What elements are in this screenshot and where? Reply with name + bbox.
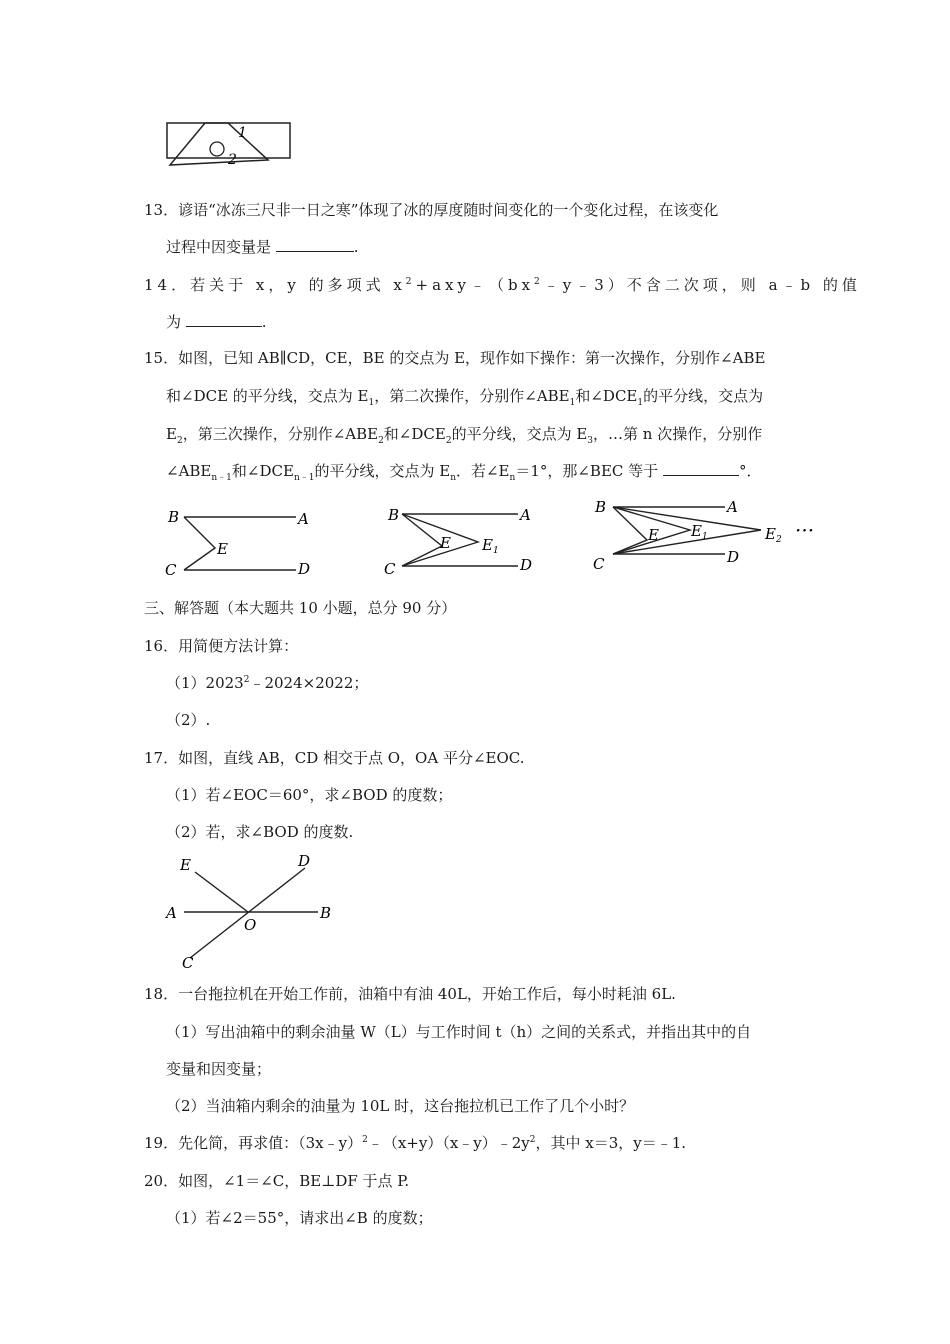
q13-number: 13． [144, 201, 179, 219]
q15-line2: 和∠DCE 的平分线，交点为 $E_1$，第二次操作，分别作$\angle ABE_1$和$\angle DCE_1$的平分线，交点为 [166, 387, 764, 408]
svg-text:C: C [384, 560, 396, 578]
q17-stem: 17．如图，直线 AB，CD 相交于点 O，OA 平分∠EOC. [144, 749, 525, 767]
q17-figure [160, 850, 350, 975]
svg-text:B: B [320, 904, 332, 922]
q17-number: 17． [144, 749, 179, 767]
q18-stem: 18．一台拖拉机在开始工作前，油箱中有油 40L，开始工作后，每小时耗油 6L. [144, 985, 676, 1003]
q19-number: 19． [144, 1134, 179, 1152]
q13-line1: 13．谚语“冰冻三尺非一日之寒”体现了冰的厚度随时间变化的一个变化过程，在该变化 [144, 201, 719, 219]
q18-number: 18． [144, 985, 179, 1003]
q15-answer-blank[interactable] [663, 461, 739, 476]
q16-part1: $(1)2023^2﹣2024\times 2022$； [166, 674, 369, 692]
q17-part1: （1）若∠EOC＝60°，求∠BOD 的度数； [166, 786, 453, 804]
svg-text:A: A [298, 510, 309, 528]
svg-text:A: A [166, 904, 177, 922]
q14-answer-blank[interactable] [186, 312, 262, 327]
svg-text:E: E [180, 856, 191, 874]
q15-line4: $\angle ABE_{n﹣1}$和$\angle DCE_{n﹣1}$的平分线，交点为 $E_n$．若$\angle E_n=1^\circ$，那∠BEC 等于 °． [166, 462, 762, 483]
section-3-heading: 三、解答题（本大题共 10 小题，总分 90 分） [144, 599, 457, 617]
svg-text:E: E [440, 534, 451, 552]
q16-number: 16． [144, 637, 179, 655]
q20-part1: （1）若∠2＝55°，请求出∠B 的度数； [166, 1209, 433, 1227]
q15-figure-1 [160, 502, 330, 582]
svg-text:C: C [165, 561, 177, 579]
svg-text:B: B [388, 506, 400, 524]
q15-figure-2 [380, 502, 550, 582]
svg-text:A: A [520, 506, 531, 524]
svg-text:A: A [727, 498, 738, 516]
q18-part1-line2: 变量和因变量； [166, 1060, 272, 1078]
svg-text:B: B [168, 508, 180, 526]
svg-text:E1: $E_1$ [482, 536, 499, 556]
svg-text:C: C [593, 555, 605, 573]
q20-number: 20． [144, 1172, 179, 1190]
q16-part2: （2）. [166, 711, 211, 729]
q15-line1: 15．如图，已知 AB∥CD，CE，BE 的交点为 E，现作如下操作：第一次操作，分别作∠ABE [144, 349, 766, 367]
q15-figure-3 [585, 492, 830, 577]
svg-text:C: C [182, 954, 194, 972]
svg-text:D: D [298, 560, 311, 578]
q14-number: 14． [144, 276, 191, 294]
svg-text:B: B [595, 498, 607, 516]
svg-text:O: O [244, 916, 257, 934]
svg-text:D: D [298, 852, 311, 870]
continuation-dots: ··· [795, 518, 815, 542]
q13-answer-blank[interactable] [276, 237, 354, 252]
svg-text:E2: $E_2$ [765, 525, 782, 545]
q16-stem: 16．用简便方法计算： [144, 637, 299, 655]
svg-text:E1: $E_1$ [691, 522, 708, 542]
angle-2-label: 2 [228, 152, 237, 168]
q14-line2: 为 . [166, 313, 267, 331]
q12-figure [160, 115, 300, 175]
q18-part2: （2）当油箱内剩余的油量为 10L 时，这台拖拉机已工作了几个小时？ [166, 1097, 635, 1115]
svg-text:E: E [648, 526, 659, 544]
q15-line3: $E_2$，第三次操作，分别作$\angle ABE_2$和$\angle DCE_2$的平分线，交点为 $E_3$，…第 n 次操作，分别作 [166, 425, 763, 446]
q17-part2: （2）若，求∠BOD 的度数. [166, 823, 354, 841]
q20-stem: 20．如图，∠1＝∠C，BE⊥DF 于点 P. [144, 1172, 410, 1190]
svg-text:E: E [217, 540, 228, 558]
q15-number: 15． [144, 349, 179, 367]
q18-part1-line1: （1）写出油箱中的剩余油量 W（L）与工作时间 t（h）之间的关系式，并指出其中的自 [166, 1023, 752, 1041]
angle-1-label: 1 [238, 125, 247, 141]
q13-line2: 过程中因变量是 . [166, 238, 359, 256]
q14-line1: 14．若关于 x，y 的多项式 $x^2+axy﹣(bx^2﹣y﹣3)$不含二次项，则 a﹣b 的值 [144, 276, 861, 294]
q19: 19．先化简，再求值：$(3x﹣y)^2﹣(x+y)(x﹣y)﹣2y^2$，其中 x＝3，y＝﹣1. [144, 1134, 687, 1152]
svg-text:D: D [520, 556, 533, 574]
svg-text:D: D [727, 548, 740, 566]
